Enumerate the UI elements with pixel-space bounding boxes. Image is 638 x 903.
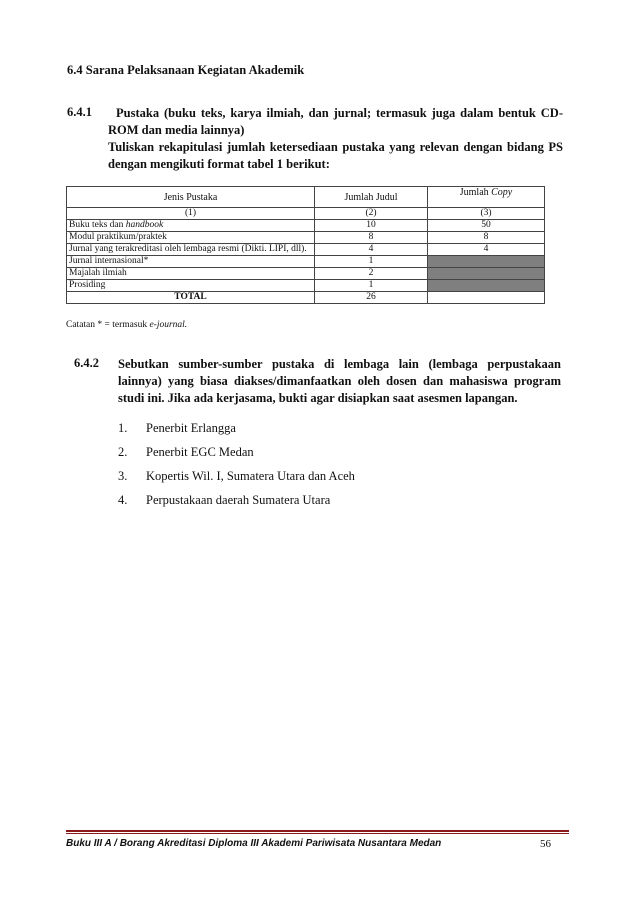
row-label: Jurnal internasional* [67,256,315,268]
list-item-text: Kopertis Wil. I, Sumatera Utara dan Aceh [146,469,355,483]
footer-text: Buku III A / Borang Akreditasi Diploma III Akademi Pariwisata Nusantara Medan [66,838,442,849]
table-header-row [67,187,545,208]
table-row [67,244,545,256]
row-judul: 4 [315,244,428,256]
table-row [67,232,545,244]
subsection-number-641: 6.4.1 [67,105,92,119]
row-label [67,220,315,232]
row-judul: 10 [315,220,428,232]
list-item-number: 2. [118,445,128,459]
row-judul: 2 [315,268,428,280]
footer-divider-thin [66,833,569,834]
row-label: Majalah ilmiah [67,268,315,280]
footer-divider [66,830,569,832]
row-copy-shaded [428,268,545,280]
subsection-641-line2: Tuliskan rekapitulasi jumlah ketersediaan pustaka yang relevan dengan bidang PS dengan mengikuti format tabel 1 berikut: [108,140,563,171]
table-colnum-row [67,208,545,220]
row-copy: 50 [428,220,545,232]
total-label: TOTAL [67,292,315,304]
row-label: Jurnal yang terakreditasi oleh lembaga resmi (Dikti. LIPI, dll). [67,244,315,256]
list-item-text: Perpustakaan daerah Sumatera Utara [146,493,331,507]
header-copy-prefix: Jumlah [459,187,492,198]
list-item-number: 1. [118,421,128,435]
row-label: Modul praktikum/praktek [67,232,315,244]
list-item-number: 3. [118,469,128,483]
colnum-3: (3) [428,208,545,220]
section-heading: 6.4 Sarana Pelaksanaan Kegiatan Akademik [67,63,305,77]
page-number: 56 [540,838,551,850]
total-copy [428,292,545,304]
row-copy-shaded [428,256,545,268]
header-jumlah-copy [428,187,545,208]
row-label: Prosiding [67,280,315,292]
row-judul: 8 [315,232,428,244]
row-judul: 1 [315,256,428,268]
header-jenis-pustaka: Jenis Pustaka [67,187,315,208]
note-italic: e-journal. [149,320,188,330]
subsection-641-text [108,105,563,173]
list-item-text: Penerbit Erlangga [146,421,236,435]
table-row [67,256,545,268]
list-item-number: 4. [118,493,128,507]
row-copy: 8 [428,232,545,244]
total-judul: 26 [315,292,428,304]
row-label-text: Buku teks dan [69,220,126,230]
table-total-row [67,292,545,304]
table-note [66,320,187,330]
library-table [66,186,545,304]
row-judul: 1 [315,280,428,292]
row-copy-shaded [428,280,545,292]
list-item-text: Penerbit EGC Medan [146,445,254,459]
header-copy-italic: Copy [491,187,513,198]
row-label-italic: handbook [125,220,164,230]
note-prefix: Catatan * = termasuk [66,320,150,330]
subsection-642-text: Sebutkan sumber-sumber pustaka di lembaga lain (lembaga perpustakaan lainnya) yang biasa diakses/dimanfaatkan oleh dosen dan mahasiswa program studi ini. Jika ada kerjasama, bukti agar disiapkan saat asesmen lapangan. [118,357,561,405]
header-jumlah-judul: Jumlah Judul [315,187,428,208]
subsection-number-642: 6.4.2 [74,356,99,370]
table-row [67,280,545,292]
row-copy: 4 [428,244,545,256]
table-row [67,220,545,232]
colnum-1: (1) [67,208,315,220]
subsection-641-line1: Pustaka (buku teks, karya ilmiah, dan jurnal; termasuk juga dalam bentuk CD-ROM dan media lainnya) [108,106,563,137]
colnum-2: (2) [315,208,428,220]
table-row [67,268,545,280]
